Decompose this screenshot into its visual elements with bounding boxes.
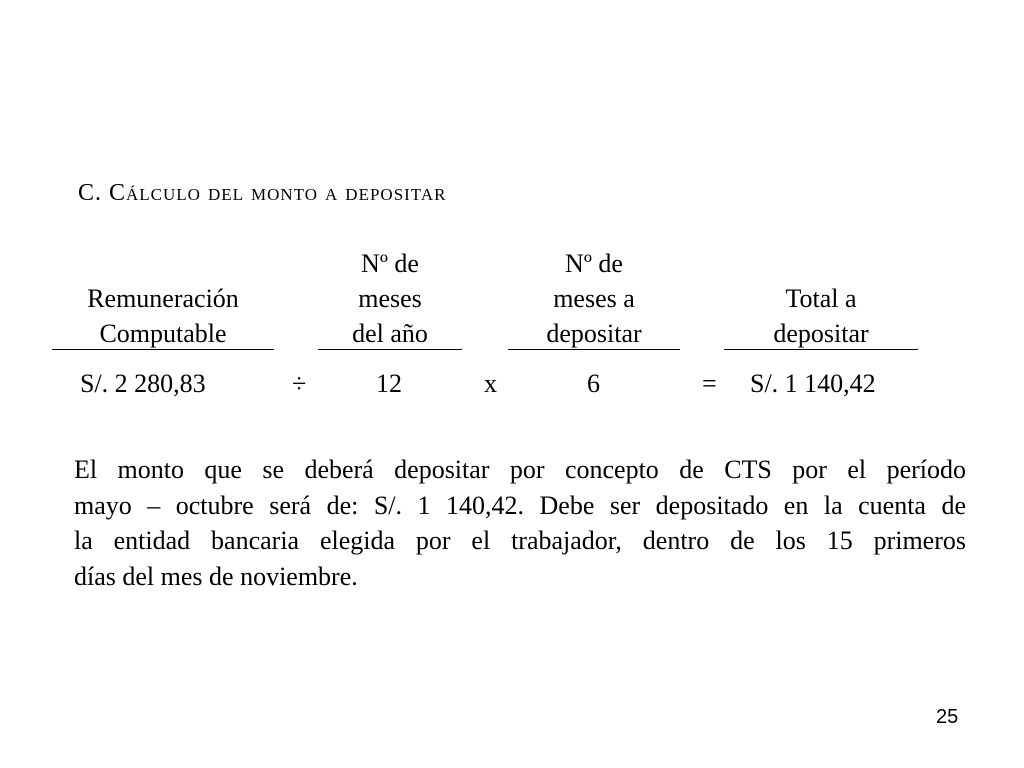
column-header-line: meses a [553,284,635,313]
explanation-paragraph [74,452,966,594]
paragraph-line: días del mes de noviembre. [74,561,358,591]
column-header-line: Total a [785,284,857,313]
column-header-remuneracion [52,281,274,351]
divide-operator: ÷ [292,369,307,398]
column-header-line: depositar [546,319,642,348]
value-meses-a-depositar: 6 [587,369,600,398]
paragraph-line: mayo – octubre será de: S/. 1 140,42. Debe ser depositado en la cuenta de [74,490,966,520]
column-header-total [724,281,918,351]
value-remuneracion: S/. 2 280,83 [80,369,206,398]
times-operator: x [484,369,497,398]
equals-operator: = [702,369,717,398]
column-header-line: depositar [773,319,869,348]
column-underline [508,349,680,350]
column-header-line: Computable [99,319,227,348]
section-heading: C. Cálculo del monto a depositar [78,180,447,206]
page-number: 25 [936,706,959,728]
column-header-line: Nº de [361,249,419,278]
column-underline [724,349,918,350]
paragraph-line: la entidad bancaria elegida por el trabajador, dentro de los 15 primeros [74,526,966,555]
column-header-line: Remuneración [87,284,239,313]
column-header-line: Nº de [565,249,623,278]
column-header-meses-a-depositar [508,246,680,351]
paragraph-line: El monto que se deberá depositar por concepto de CTS por el período [74,455,966,484]
value-total: S/. 1 140,42 [750,369,876,398]
column-underline [52,349,274,350]
column-header-line: del año [352,319,428,348]
value-meses-del-ano: 12 [376,369,402,398]
column-underline [318,349,462,350]
column-header-meses-del-ano [318,246,462,351]
column-header-line: meses [358,284,422,313]
